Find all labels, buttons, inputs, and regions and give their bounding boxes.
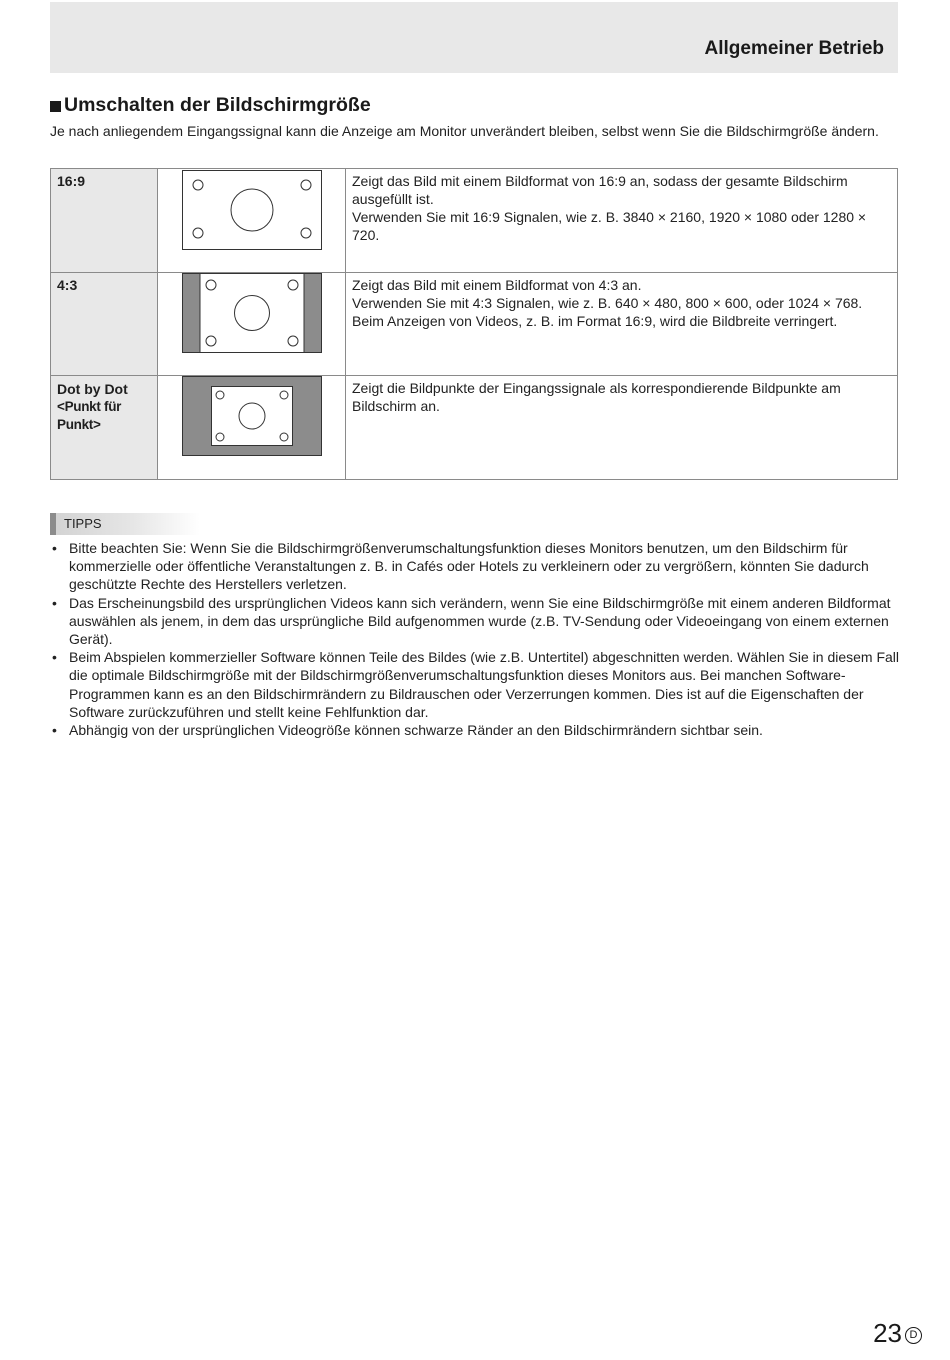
section-heading bbox=[50, 94, 371, 117]
mode-name: 4:3 bbox=[51, 273, 158, 376]
tips-accent-bar bbox=[50, 513, 56, 535]
tips-label bbox=[50, 513, 200, 535]
pillarbox-icon bbox=[182, 273, 322, 353]
table-row bbox=[51, 273, 898, 376]
table-row bbox=[51, 169, 898, 273]
table-row bbox=[51, 376, 898, 480]
mode-name bbox=[51, 376, 158, 480]
mode-illustration bbox=[158, 273, 346, 376]
language-badge: D bbox=[905, 1327, 922, 1344]
screen-size-table bbox=[50, 168, 898, 480]
tips-list bbox=[50, 539, 902, 739]
tip-text: Bitte beachten Sie: Wenn Sie die Bildschirmgrößenverumschaltungsfunktion dieses Monitors benutzen, um den Bildschirm für kommerzielle oder öffentliche Veranstaltungen z. B. in Cafés oder Hotels zu verkleinern oder zu vergrößern, könnten Sie dadurch geschützte Rechte des Herstellers verletzen. bbox=[69, 540, 869, 593]
mode-description bbox=[346, 273, 898, 376]
mode-name-main: Dot by Dot bbox=[57, 381, 128, 397]
list-item bbox=[50, 539, 902, 594]
tips-label-text: TIPPS bbox=[64, 516, 102, 531]
bullet-icon: • bbox=[52, 594, 57, 611]
tip-text: Beim Abspielen kommerzieller Software können Teile des Bildes (wie z.B. Untertitel) abgeschnitten werden. Wählen Sie in diesem Fall die optimale Bildschirmgröße mit der Bildschirmgrößenverumschaltungsfunktion dieses Monitors aus. Bei manchen Software-Programmen kann es an den Bildschirmrändern zu Bildrauschen oder Verzerrungen kommen. Dies ist auf die Eigenschaften der Software zurückzuführen und stellt keine Fehlfunktion dar. bbox=[69, 649, 900, 720]
description-line: Zeigt das Bild mit einem Bildformat von 16:9 an, sodass der gesamte Bildschirm ausgefüllt ist. bbox=[352, 173, 848, 207]
tip-text: Abhängig von der ursprünglichen Videogröße können schwarze Ränder an den Bildschirmrändern sichtbar sein. bbox=[69, 722, 763, 739]
bullet-icon: • bbox=[52, 540, 57, 556]
mode-illustration bbox=[158, 169, 346, 273]
page-number-text: 23 bbox=[873, 1318, 902, 1348]
tip-text: Das Erscheinungsbild des ursprünglichen Videos kann sich verändern, wenn Sie eine Bildschirmgröße mit einem anderen Bildformat auswählen als jenem, in dem das ursprüngliche Bild aufgenommen wurde (z.B. TV-Sendung oder Videoeingang von einem externen Gerät). bbox=[69, 594, 891, 648]
description-line: Verwenden Sie mit 4:3 Signalen, wie z. B. 640 × 480, 800 × 600, oder 1024 × 768. bbox=[352, 295, 863, 311]
mode-description bbox=[346, 169, 898, 273]
widescreen-full-icon bbox=[182, 170, 322, 250]
list-item bbox=[50, 594, 902, 649]
section-title: Umschalten der Bildschirmgröße bbox=[64, 94, 371, 116]
section-intro: Je nach anliegendem Eingangssignal kann die Anzeige am Monitor unverändert bleiben, selbst wenn Sie die Bildschirmgröße ändern. bbox=[50, 123, 879, 139]
page-number bbox=[873, 1318, 922, 1349]
bullet-icon: • bbox=[52, 649, 57, 666]
mode-description bbox=[346, 376, 898, 480]
page-header bbox=[50, 2, 898, 73]
description-line: Zeigt das Bild mit einem Bildformat von 4:3 an. bbox=[352, 277, 642, 293]
mode-illustration bbox=[158, 376, 346, 480]
dot-by-dot-icon bbox=[182, 376, 322, 456]
description-line: Verwenden Sie mit 16:9 Signalen, wie z. B. 3840 × 2160, 1920 × 1080 oder 1280 × 720. bbox=[352, 209, 867, 243]
mode-name-sub: <Punkt für Punkt> bbox=[57, 399, 122, 432]
bullet-icon: • bbox=[52, 722, 57, 739]
list-item bbox=[50, 648, 902, 721]
header-title: Allgemeiner Betrieb bbox=[704, 38, 884, 59]
list-item bbox=[50, 721, 902, 739]
description-line: Zeigt die Bildpunkte der Eingangssignale als korrespondierende Bildpunkte am Bildschirm an. bbox=[352, 380, 841, 414]
square-bullet-icon bbox=[50, 101, 61, 112]
mode-name: 16:9 bbox=[51, 169, 158, 273]
description-line: Beim Anzeigen von Videos, z. B. im Format 16:9, wird die Bildbreite verringert. bbox=[352, 313, 838, 329]
